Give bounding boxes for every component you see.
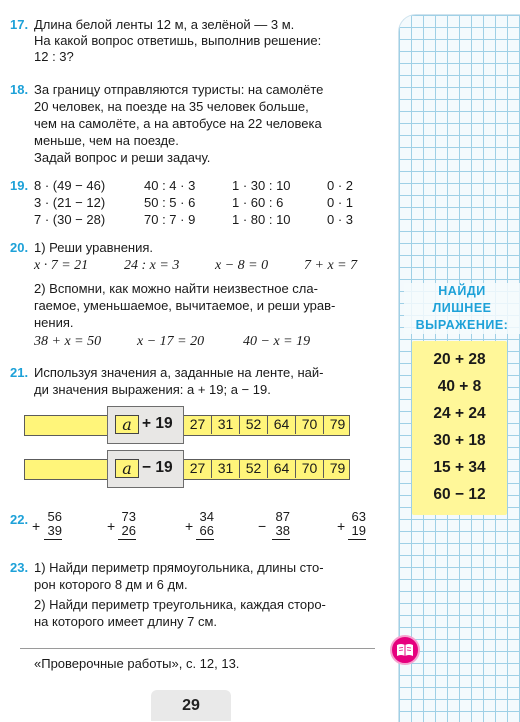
task-number: 21. [10,365,29,380]
ribbon-value: 79 [323,459,351,478]
expression: 50 : 5 · 6 [144,195,196,210]
reference-note: «Проверочные работы», с. 12, 13. [34,656,240,671]
variable-box: a [115,459,139,478]
expression: 1 · 80 : 10 [232,212,291,227]
ribbon-value: 27 [189,416,206,432]
tag-expression: + 19 [142,415,173,432]
task-21-line: Используя значения a, заданные на ленте, най- [34,365,324,380]
sidebar-heading-line: ЛИШНЕЕ [432,301,492,315]
operator-sign: + [185,518,194,534]
task-17-line: 12 : 3? [34,49,74,64]
ribbon-value: 52 [239,459,267,478]
task-21-line: ди значения выражения: a + 19; a − 19. [34,382,271,397]
expression: 0 · 2 [327,178,354,193]
equation: x · 7 = 21 [34,258,89,273]
task-18-line: меньше, чем на поезде. [34,133,179,148]
page-number: 29 [182,697,200,714]
task-23-line: 2) Найди периметр треугольника, каждая сторо- [34,597,326,612]
ribbon-value: 31 [211,415,239,434]
expression-item: 30 + 18 [433,432,486,449]
sum-line [348,539,366,540]
expression-tag [107,450,184,488]
task-17-line: На какой вопрос ответишь, выполнив решение: [34,33,322,48]
expression-tag [107,406,184,444]
task-20-line: нения. [34,315,74,330]
task-20-line: 2) Вспомни, как можно найти неизвестное сла- [34,281,318,296]
task-number: 17. [10,17,29,32]
operator-sign: − [258,518,267,534]
equation: 40 − x = 19 [243,334,311,349]
operator-sign: + [32,518,41,534]
column-subtraction [272,510,290,540]
ribbon-value: 70 [295,415,323,434]
equation: x − 8 = 0 [215,258,269,273]
footer-divider [20,648,375,649]
book-icon [390,635,420,665]
sidebar-heading-line: НАЙДИ [438,284,486,298]
operator-sign: + [337,518,346,534]
expression: 1 · 30 : 10 [232,178,291,193]
expression: 7 · (30 − 28) [34,212,106,227]
ribbon-value: 64 [267,459,295,478]
column-addition [196,510,214,540]
ribbon-values [184,459,351,480]
ribbon-value: 70 [295,459,323,478]
task-23-line: рон которого 8 дм и 6 дм. [34,577,188,592]
equation: 38 + x = 50 [34,334,102,349]
tag-expression: − 19 [142,459,173,476]
addend: 26 [121,523,136,538]
column-addition [44,510,62,540]
task-20-line: гаемое, уменьшаемое, вычитаемое, и реши урав- [34,298,336,313]
sum-line [118,539,136,540]
addend: 66 [199,523,214,538]
addend: 19 [351,523,366,538]
difference-line [272,539,290,540]
equation: 24 : x = 3 [124,258,180,273]
addend: 56 [47,509,62,524]
expression: 8 · (49 − 46) [34,178,106,193]
sidebar-heading-line: ВЫРАЖЕНИЕ: [415,318,509,332]
task-number: 18. [10,82,29,97]
ribbon-value: 64 [267,415,295,434]
task-23-line: 1) Найди периметр прямоугольника, длины сто- [34,560,324,575]
expression-item: 20 + 28 [433,351,486,368]
ribbon-value: 27 [189,460,206,476]
expression: 0 · 3 [327,212,354,227]
addend: 34 [199,509,214,524]
column-addition [348,510,366,540]
task-number: 22. [10,512,29,527]
sum-line [196,539,214,540]
task-18-line: 20 человек, на поезде на 35 человек больше, [34,99,309,114]
task-23-line: на которого имеет длину 7 см. [34,614,218,629]
sum-line [44,539,62,540]
ribbon-value: 79 [323,415,351,434]
addend: 39 [47,523,62,538]
sidebar-heading [404,283,520,334]
ribbon-value: 52 [239,415,267,434]
expression-item: 15 + 34 [433,459,486,476]
odd-one-out-box [412,341,507,515]
equation: 7 + x = 7 [304,258,358,273]
column-addition [118,510,136,540]
addend: 63 [351,509,366,524]
task-18-line: Задай вопрос и реши задачу. [34,150,211,165]
task-number: 23. [10,560,29,575]
equation: x − 17 = 20 [137,334,205,349]
expression: 3 · (21 − 12) [34,195,106,210]
task-17-line: Длина белой ленты 12 м, а зелёной — 3 м. [34,17,295,32]
task-number: 19. [10,178,29,193]
ribbon-value: 31 [211,459,239,478]
task-18-line: За границу отправляются туристы: на самолёте [34,82,324,97]
task-number: 20. [10,240,29,255]
expression: 1 · 60 : 6 [232,195,284,210]
variable-box: a [115,415,139,434]
addend: 73 [121,509,136,524]
task-18-line: чем на самолёте, а на автобусе на 22 человека [34,116,322,131]
expression: 0 · 1 [327,195,354,210]
expression-item: 60 − 12 [433,486,486,503]
expression: 70 : 7 · 9 [144,212,196,227]
operator-sign: + [107,518,116,534]
task-20-part1: 1) Реши уравнения. [34,240,154,255]
minuend: 87 [275,509,290,524]
ribbon-values [184,415,351,436]
expression-item: 24 + 24 [433,405,486,422]
subtrahend: 38 [275,523,290,538]
expression-item: 40 + 8 [437,378,482,395]
expression: 40 : 4 · 3 [144,178,196,193]
